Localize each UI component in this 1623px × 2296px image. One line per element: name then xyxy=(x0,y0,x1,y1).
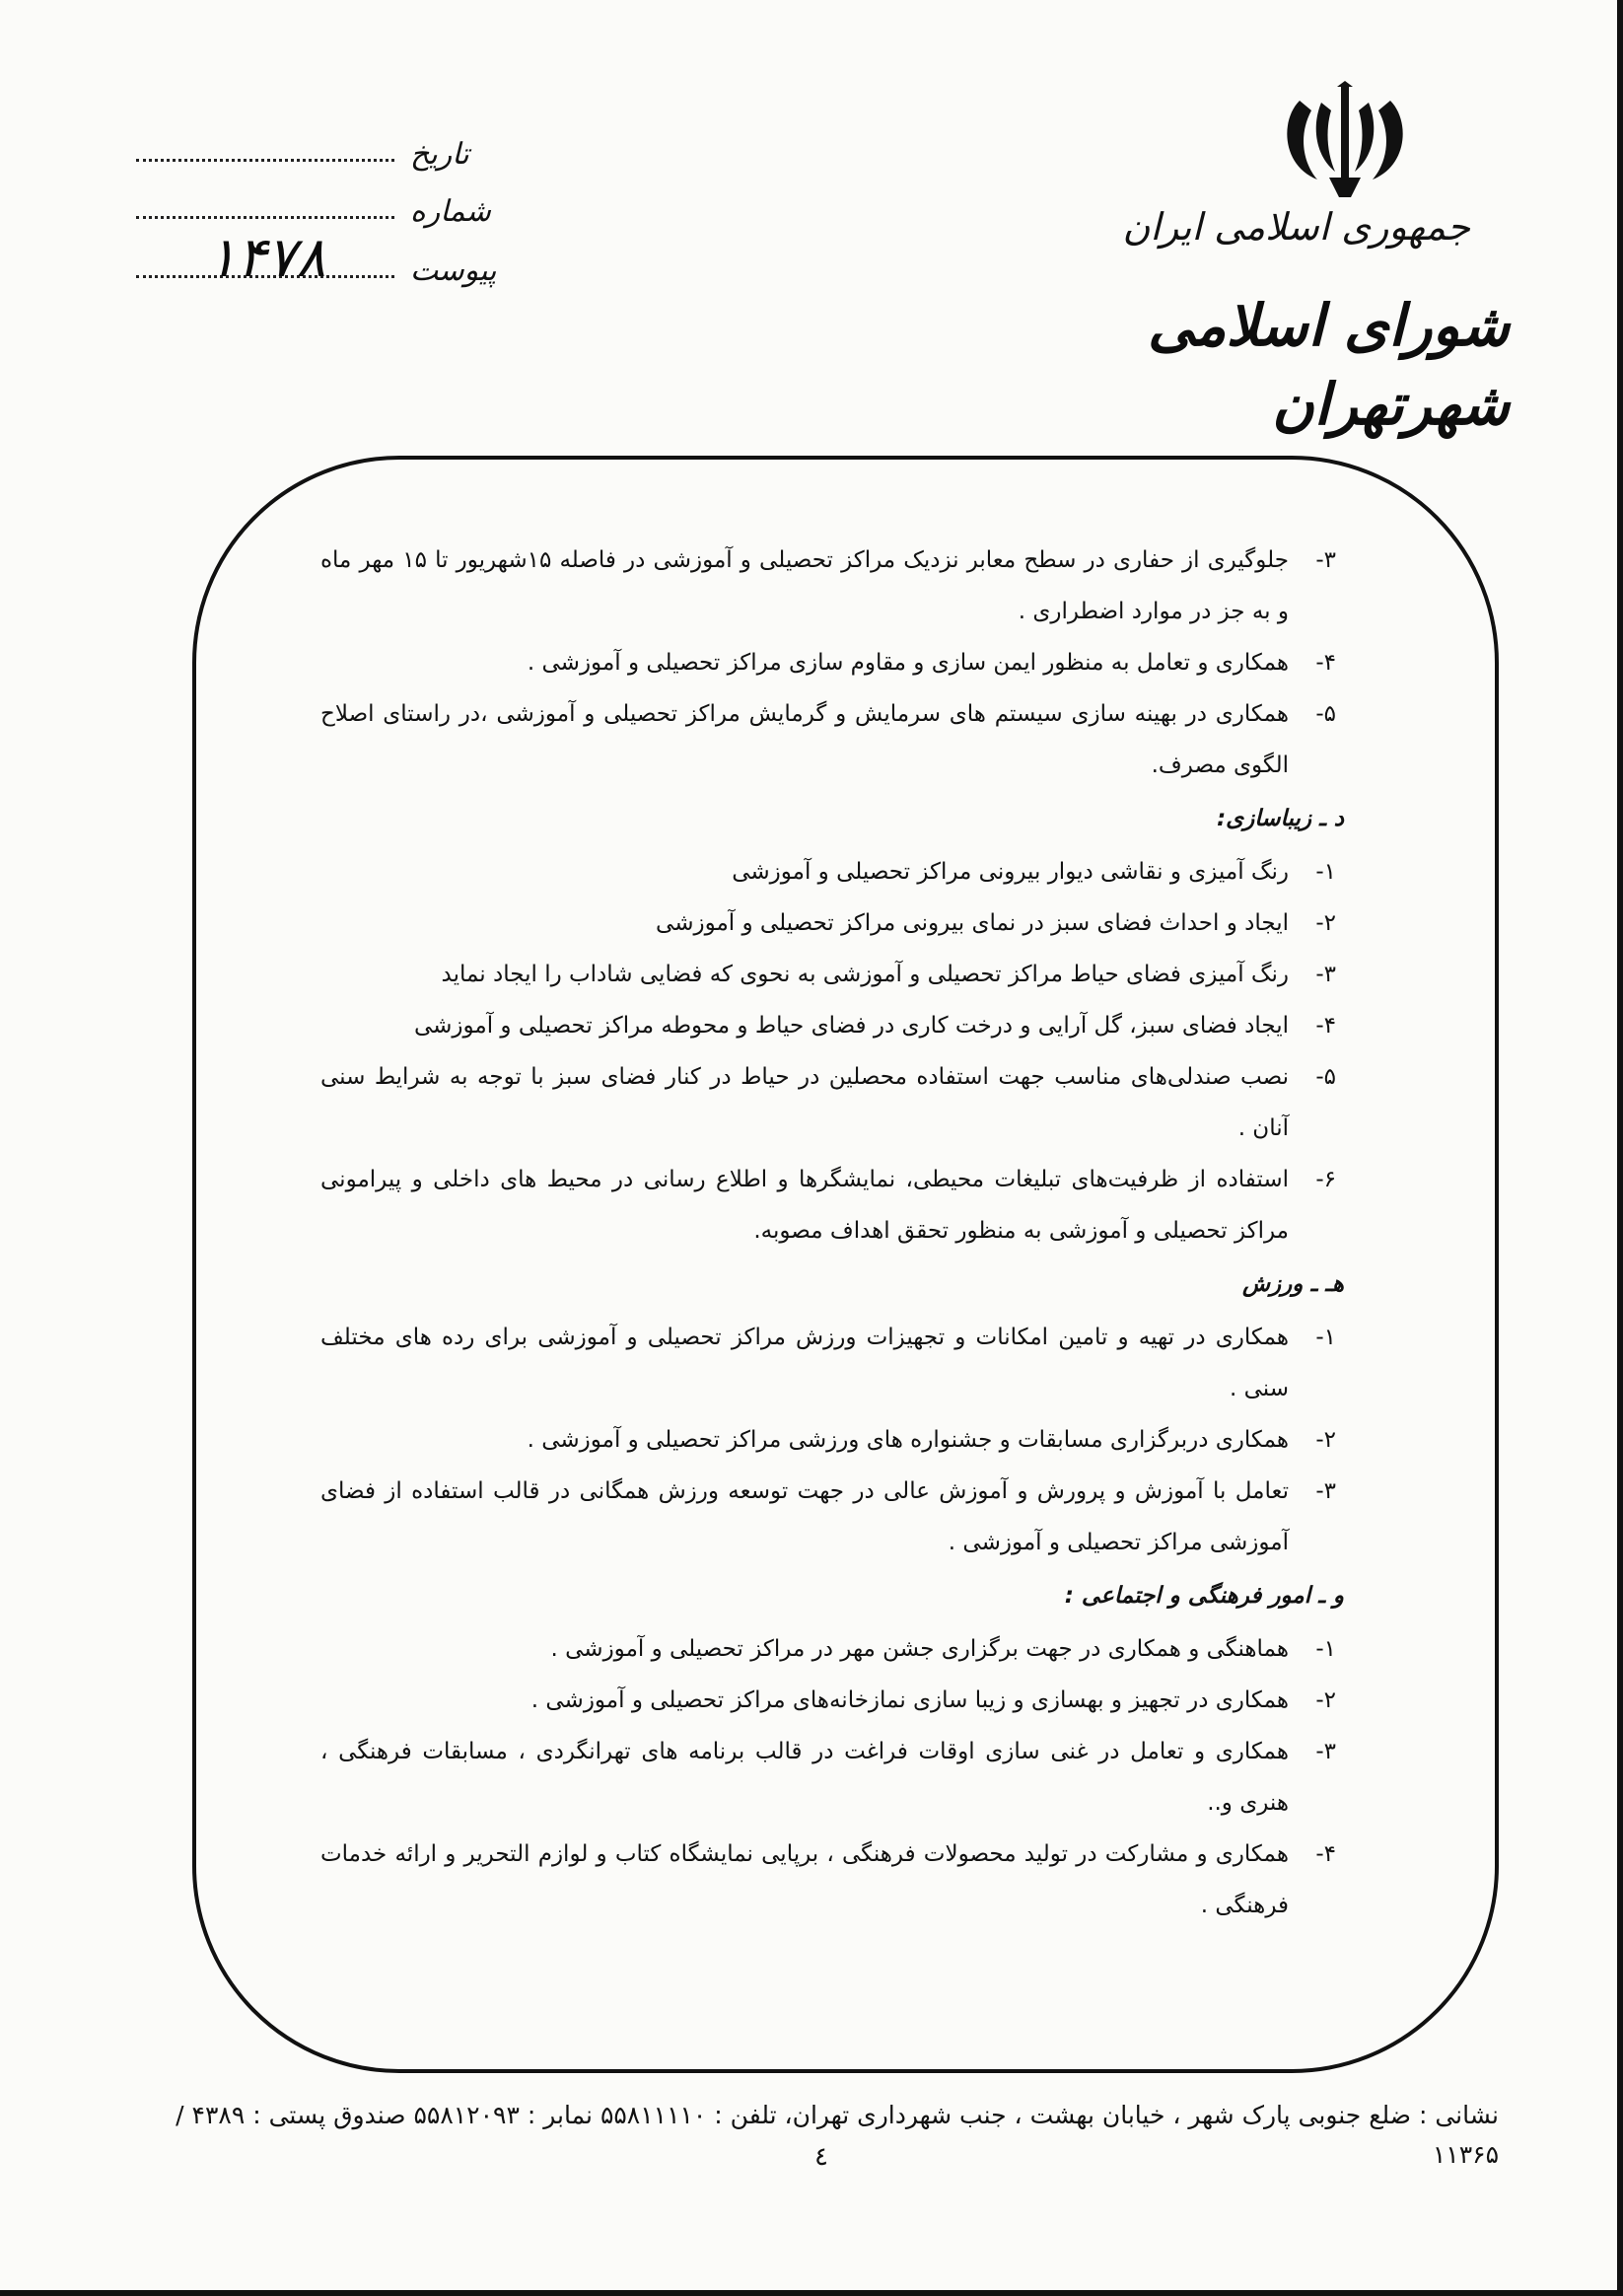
item-text: جلوگیری از حفاری در سطح معابر نزدیک مراکز تحصیلی و آموزشی در فاصله ۱۵شهریور تا ۱۵ مهر ماه و به جز در موارد اضطراری . xyxy=(320,547,1289,624)
item-text: تعامل با آموزش و پرورش و آموزش عالی در جهت توسعه ورزش همگانی در قالب استفاده از فضای آموزشی مراکز تحصیلی و آموزشی . xyxy=(320,1478,1289,1555)
item-number: ۱- xyxy=(1315,1636,1336,1662)
list-item xyxy=(320,897,1336,949)
scan-edge-bottom xyxy=(0,2290,1623,2296)
list-item xyxy=(320,1623,1336,1675)
list-item xyxy=(320,846,1336,897)
list-item xyxy=(320,1829,1336,1931)
list-item xyxy=(320,1051,1336,1154)
list-item xyxy=(320,535,1336,637)
item-number: ۵- xyxy=(1315,701,1336,727)
item-number: ۲- xyxy=(1315,1427,1336,1453)
item-number: ۴- xyxy=(1315,1013,1336,1039)
list-item xyxy=(320,949,1336,1000)
list-item xyxy=(320,1414,1336,1466)
item-text: استفاده از ظرفیت‌های تبلیغات محیطی، نمایشگرها و اطلاع رسانی در محیط های داخلی و پیرامونی مراکز تحصیلی و آموزشی به منظور تحقق اهداف مصوبه. xyxy=(320,1167,1289,1244)
list-item xyxy=(320,1312,1336,1414)
section-beautification xyxy=(320,791,1344,1256)
item-number: ۲- xyxy=(1315,910,1336,936)
item-text: همکاری و مشارکت در تولید محصولات فرهنگی ، برپایی نمایشگاه کتاب و لوازم التحریر و ارائه خدمات فرهنگی . xyxy=(320,1841,1289,1918)
attachment-handwritten-value: ۱۴۷۸ xyxy=(207,226,326,290)
list-item xyxy=(320,1154,1336,1256)
item-text: ایجاد فضای سبز، گل آرایی و درخت کاری در فضای حیاط و محوطه مراکز تحصیلی و آموزشی xyxy=(413,1013,1289,1039)
section-heading: د ـ زیباسازی: xyxy=(1216,806,1344,831)
letter-body xyxy=(320,535,1344,1931)
attachment-label: پیوست xyxy=(410,253,497,288)
number-label: شماره xyxy=(410,194,491,229)
date-dotted-line xyxy=(136,159,394,162)
item-text: همکاری در تجهیز و بهسازی و زیبا سازی نمازخانه‌های مراکز تحصیلی و آموزشی . xyxy=(530,1687,1289,1713)
item-number: ۲- xyxy=(1315,1687,1336,1713)
scan-edge-right xyxy=(1617,0,1623,2296)
list-item xyxy=(320,1466,1336,1568)
item-text: نصب صندلی‌های مناسب جهت استفاده محصلین در حیاط در کنار فضای سبز با توجه به شرایط سنی آنان . xyxy=(320,1064,1289,1141)
section-heading: و ـ امور فرهنگی و اجتماعی : xyxy=(1064,1583,1344,1609)
attachment-field xyxy=(136,226,511,294)
date-field xyxy=(136,118,511,178)
item-number: ۱- xyxy=(1315,1325,1336,1350)
list-item xyxy=(320,1000,1336,1051)
date-label: تاریخ xyxy=(410,137,469,172)
section-cultural-social xyxy=(320,1568,1344,1931)
iran-emblem-icon xyxy=(1278,81,1412,199)
item-number: ۵- xyxy=(1315,1064,1336,1090)
item-text: ایجاد و احداث فضای سبز در نمای بیرونی مراکز تحصیلی و آموزشی xyxy=(656,910,1289,936)
footer-address: نشانی : ضلع جنوبی پارک شهر ، خیابان بهشت ، جنب شهرداری تهران، تلفن : ۵۵۸۱۱۱۱۰ نمابر : ۵۵۸۱۲۰۹۳ صندوق پستی : ۴۳۸۹ / ۱۱۳۶۵ xyxy=(176,2101,1499,2169)
section-heading: هـ ـ ورزش xyxy=(1241,1271,1344,1297)
item-text: رنگ آمیزی و نقاشی دیوار بیرونی مراکز تحصیلی و آموزشی xyxy=(732,859,1289,885)
item-number: ۱- xyxy=(1315,859,1336,885)
item-text: همکاری و تعامل در غنی سازی اوقات فراغت در قالب برنامه های تهرانگردی ، مسابقات فرهنگی ، هنری و.. xyxy=(320,1739,1289,1816)
item-text: همکاری و تعامل به منظور ایمن سازی و مقاوم سازی مراکز تحصیلی و آموزشی . xyxy=(527,650,1289,676)
item-number: ۳- xyxy=(1315,547,1336,573)
list-item xyxy=(320,1726,1336,1829)
item-text: همکاری در بهینه سازی سیستم های سرمایش و گرمایش مراکز تحصیلی و آموزشی ،در راستای اصلاح الگوی مصرف. xyxy=(320,701,1289,778)
item-text: همکاری در تهیه و تامین امکانات و تجهیزات ورزش مراکز تحصیلی و آموزشی برای رده های مختلف سنی . xyxy=(320,1325,1289,1401)
item-number: ۳- xyxy=(1315,1739,1336,1764)
number-dotted-line xyxy=(136,216,394,219)
item-number: ۳- xyxy=(1315,1478,1336,1504)
council-name: شورای اسلامی شهرتهران xyxy=(1147,292,1510,438)
list-item xyxy=(320,637,1336,688)
item-text: هماهنگی و همکاری در جهت برگزاری جشن مهر در مراکز تحصیلی و آموزشی . xyxy=(550,1636,1289,1662)
item-text: رنگ آمیزی فضای حیاط مراکز تحصیلی و آموزشی به نحوی که فضایی شاداب را ایجاد نماید xyxy=(441,962,1289,987)
item-text: همکاری دربرگزاری مسابقات و جشنواره های ورزشی مراکز تحصیلی و آموزشی . xyxy=(527,1427,1289,1453)
item-number: ۴- xyxy=(1315,650,1336,676)
item-number: ۳- xyxy=(1315,962,1336,987)
item-number: ۶- xyxy=(1315,1167,1336,1192)
list-item xyxy=(320,688,1336,791)
government-name: جمهوری اسلامی ایران xyxy=(1122,205,1470,249)
section-continuation xyxy=(320,535,1336,791)
item-number: ۴- xyxy=(1315,1841,1336,1867)
section-sports xyxy=(320,1256,1344,1568)
page-number: ٤ xyxy=(814,2142,828,2172)
list-item xyxy=(320,1675,1336,1726)
